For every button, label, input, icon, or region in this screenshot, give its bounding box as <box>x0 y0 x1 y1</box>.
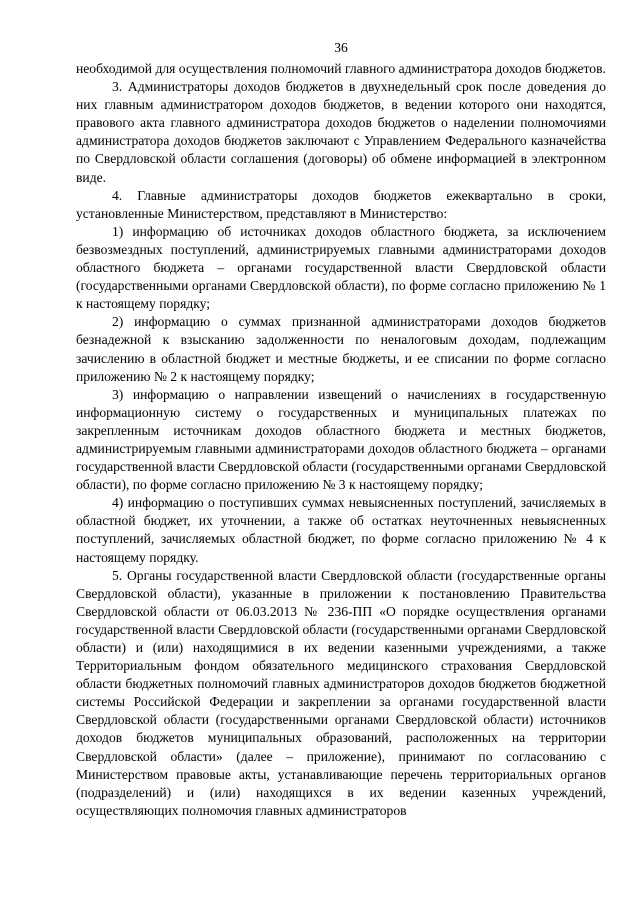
document-body <box>76 60 606 820</box>
page-number: 36 <box>334 40 348 55</box>
subitem-1: 1) информацию об источниках доходов областного бюджета, за исключением безвозмездных поступлений, администрируемых главными администраторами доходов областного бюджета – органами государственной власти Свердловской области (государственными органами Свердловской области), по форме согласно приложению № 1 к настоящему порядку; <box>76 223 606 312</box>
paragraph-item-3: 3. Администраторы доходов бюджетов в двухнедельный срок после доведения до них главным администратором доходов бюджетов, в ведении которого они находятся, правового акта главного администратора доходов бюджетов о наделении полномочиями администратора доходов бюджетов заключают с Управлением Федерального казначейства по Свердловской области соглашения (договоры) об обмене информацией в электронном виде. <box>76 79 606 185</box>
paragraph-item-4: 4. Главные администраторы доходов бюджетов ежеквартально в сроки, установленные Министерством, представляют в Министерство: <box>76 187 606 221</box>
subitem-3: 3) информацию о направлении извещений о начислениях в государственную информационную систему о государственных и муниципальных платежах по закрепленным источникам доходов областного бюджета и местных бюджетов, администрируемым главными администраторами доходов областного бюджета – органами государственной власти Свердловской области (государственными органами Свердловской области), по форме согласно приложению № 3 к настоящему порядку; <box>76 386 606 493</box>
document-page <box>76 40 606 820</box>
subitem-4: 4) информацию о поступивших суммах невыясненных поступлений, зачисляемых в областной бюджет, их уточнении, а также об остатках неуточненных невыясненных поступлений, зачисляемых областной бюджет, по форме согласно приложению № 4 к настоящему порядку. <box>76 495 606 565</box>
paragraph-item-5: 5. Органы государственной власти Свердловской области (государственные органы Свердловской области), указанные в приложении к постановлению Правительства Свердловской области от 06.03.2013 № 236-ПП «О порядке осуществления органами государственной власти Свердловской области (государственными органами Свердловской области) и (или) находящимися в их ведении казенными учреждениями, а также Территориальным фондом обязательного медицинского страхования Свердловской области бюджетных полномочий главных администраторов доходов бюджетов бюджетной системы Российской Федерации и закреплении за органами государственной власти Свердловской области (государственными органами Свердловской области) источников доходов бюджетов муниципальных образований, расположенных на территории Свердловской области» (далее – приложение), принимают по согласованию с Министерством правовые акты, устанавливающие перечень территориальных органов (подразделений) и (или) находящихся в их ведении казенных учреждений, осуществляющих полномочия главных администраторов <box>76 567 606 818</box>
subitem-2: 2) информацию о суммах признанной администраторами доходов бюджетов безнадежной к взысканию задолженности по неналоговым доходам, подлежащим зачислению в областной бюджет и местные бюджеты, и ее списании по форме согласно приложению № 2 к настоящему порядку; <box>76 314 606 384</box>
paragraph-continuation: необходимой для осуществления полномочий главного администратора доходов бюджетов. <box>76 61 606 76</box>
